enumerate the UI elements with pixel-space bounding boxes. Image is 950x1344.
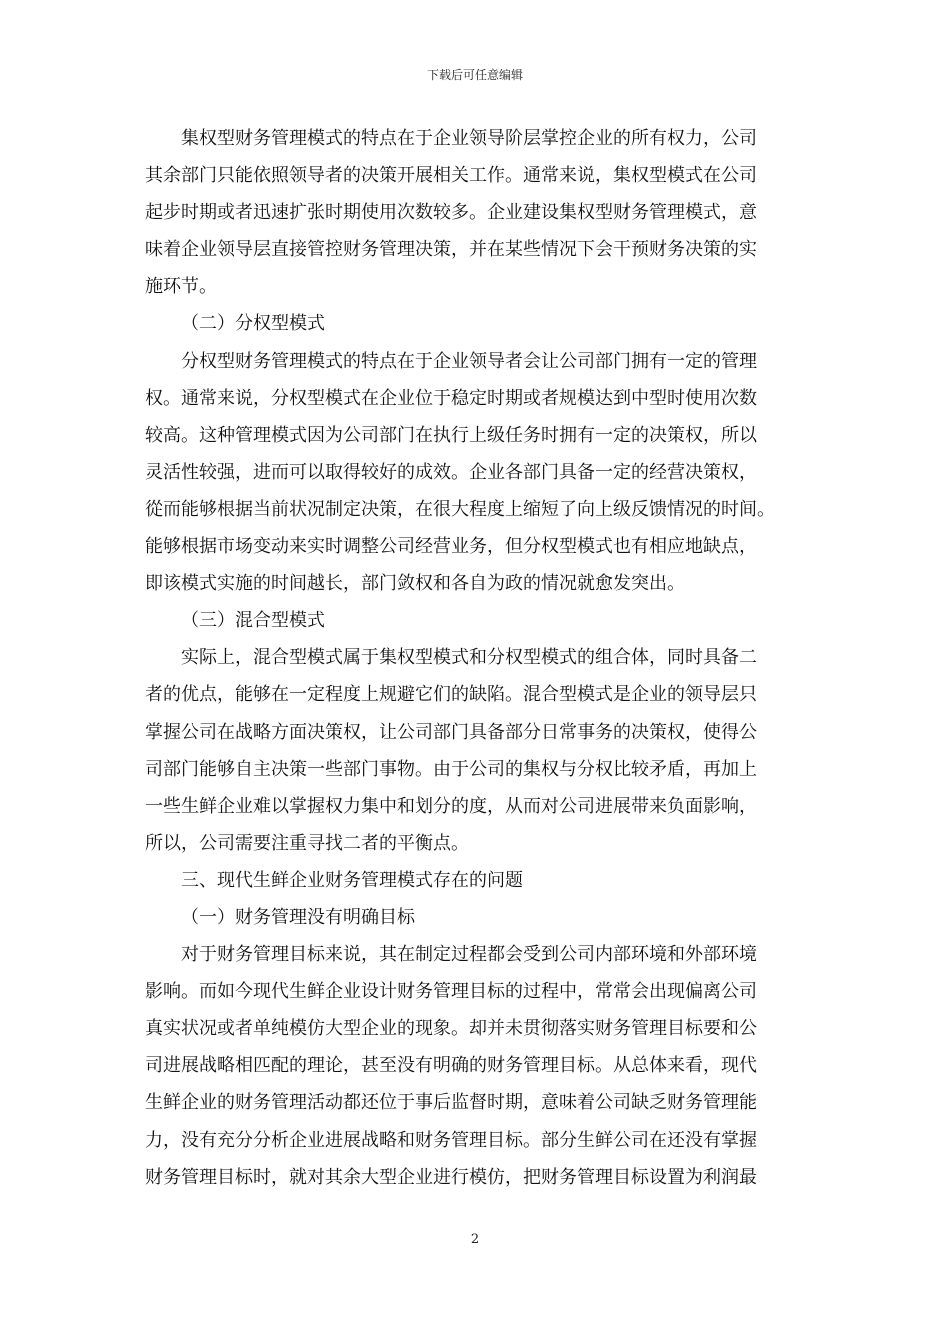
paragraph-line: 司部门能够自主决策一些部门事物。由于公司的集权与分权比较矛盾，再加上 xyxy=(145,758,757,780)
heading-text: 三、现代生鲜企业财务管理模式存在的问题 xyxy=(181,869,523,891)
page-header: 下载后可任意编辑 xyxy=(426,68,523,82)
document-body xyxy=(145,120,805,1196)
paragraph-line: 实际上，混合型模式属于集权型模式和分权型模式的组合体，同时具备二 xyxy=(181,647,757,669)
paragraph-line: 集权型财务管理模式的特点在于企业领导阶层掌控企业的所有权力，公司 xyxy=(181,128,757,149)
paragraph xyxy=(145,120,805,305)
paragraph-line: 分权型财务管理模式的特点在于企业领导者会让公司部门拥有一定的管理 xyxy=(181,350,757,372)
paragraph-line: 即该模式实施的时间越长，部门敛权和各自为政的情况就愈发突出。 xyxy=(145,573,685,595)
paragraph-line: 從而能够根据当前状况制定决策，在很大程度上缩短了向上级反馈情况的时间。 xyxy=(145,498,775,520)
paragraph xyxy=(145,343,805,603)
heading-text: （一）财务管理没有明确目标 xyxy=(181,906,415,928)
paragraph-line: 对于财务管理目标来说，其在制定过程都会受到公司内部环境和外部环境 xyxy=(181,944,757,966)
paragraph-line: 影响。而如今现代生鲜企业设计财务管理目标的过程中，常常会出现偏离公司 xyxy=(145,981,757,1003)
paragraph-line: 力，没有充分分析企业进展战略和财务管理目标。部分生鲜公司在还没有掌握 xyxy=(145,1129,757,1151)
section-heading xyxy=(145,862,805,899)
section-heading xyxy=(145,305,805,342)
paragraph-line: 其余部门只能依照领导者的决策开展相关工作。通常来说，集权型模式在公司 xyxy=(145,165,757,187)
paragraph xyxy=(145,639,805,862)
paragraph-line: 能够根据市场变动来实时调整公司经营业务，但分权型模式也有相应地缺点， xyxy=(145,536,757,558)
section-heading xyxy=(145,899,805,936)
paragraph-line: 所以，公司需要注重寻找二者的平衡点。 xyxy=(145,832,469,854)
paragraph-line: 权。通常来说，分权型模式在企业位于稳定时期或者规模达到中型时使用次数 xyxy=(145,387,757,409)
paragraph xyxy=(145,936,805,1196)
section-heading xyxy=(145,602,805,639)
paragraph-line: 味着企业领导层直接管控财务管理决策，并在某些情况下会干预财务决策的实 xyxy=(145,239,757,261)
paragraph-line: 司进展战略相匹配的理论，甚至没有明确的财务管理目标。从总体来看，现代 xyxy=(145,1055,757,1077)
paragraph-line: 真实状况或者单纯模仿大型企业的现象。却并未贯彻落实财务管理目标要和公 xyxy=(145,1018,757,1040)
paragraph-line: 较高。这种管理模式因为公司部门在执行上级任务时拥有一定的决策权，所以 xyxy=(145,424,757,446)
paragraph-line: 灵活性较强，进而可以取得较好的成效。企业各部门具备一定的经营决策权， xyxy=(145,461,757,483)
paragraph-line: 者的优点，能够在一定程度上规避它们的缺陷。混合型模式是企业的领导层只 xyxy=(145,684,757,706)
paragraph-line: 财务管理目标时，就对其余大型企业进行模仿，把财务管理目标设置为利润最 xyxy=(145,1166,757,1188)
paragraph-line: 施环节。 xyxy=(145,276,217,298)
heading-text: （三）混合型模式 xyxy=(181,610,325,632)
paragraph-line: 起步时期或者迅速扩张时期使用次数较多。企业建设集权型财务管理模式，意 xyxy=(145,202,757,224)
paragraph-line: 一些生鲜企业难以掌握权力集中和划分的度，从而对公司进展带来负面影响， xyxy=(145,795,757,817)
heading-text: （二）分权型模式 xyxy=(181,313,325,335)
paragraph-line: 生鲜企业的财务管理活动都还位于事后监督时期，意味着公司缺乏财务管理能 xyxy=(145,1092,757,1114)
paragraph-line: 掌握公司在战略方面决策权，让公司部门具备部分日常事务的决策权，使得公 xyxy=(145,721,757,743)
page-number: 2 xyxy=(470,1232,480,1247)
